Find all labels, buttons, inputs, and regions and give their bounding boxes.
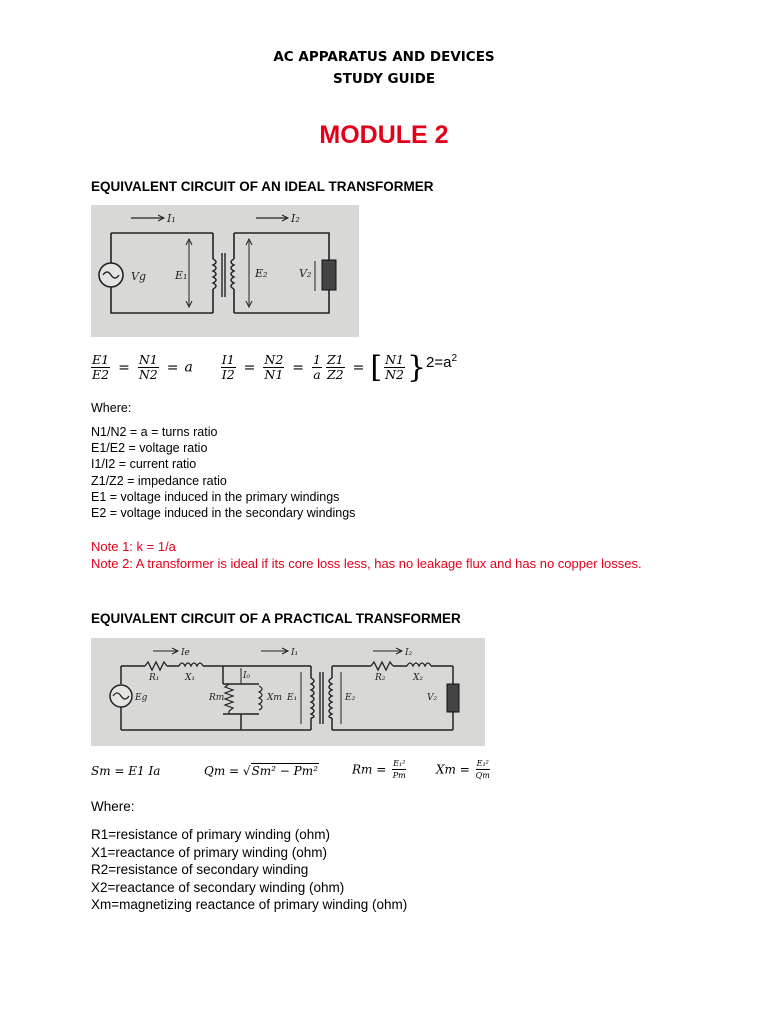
ideal-transformer-figure (91, 205, 359, 337)
definition-item: X1=reactance of primary winding (ohm) (91, 844, 327, 860)
rm-den: Pm (392, 771, 406, 780)
where-label-2: Where: (91, 799, 135, 814)
rm-equation (352, 758, 408, 781)
label-i2: I₂ (405, 648, 413, 658)
xm-lhs: Xm = (436, 762, 470, 777)
eq-f3-num: I1 (221, 352, 235, 367)
eq-tail: 2=a (426, 353, 452, 371)
definition-item: Z1/Z2 = impedance ratio (91, 473, 227, 488)
note-2: Note 2: A transformer is ideal if its core loss less, has no leakage flux and has no copper losses. (91, 556, 642, 571)
eq-f6-den: Z2 (326, 367, 344, 382)
note-1: Note 1: k = 1/a (91, 539, 176, 554)
qm-radicand: Sm² − Pm² (251, 764, 318, 778)
qm-equation: Qm = √Sm² − Pm² (204, 764, 318, 778)
definition-item: I1/I2 = current ratio (91, 457, 197, 472)
qm-lhs: Qm = (204, 764, 243, 778)
label-e2: E₂ (255, 267, 268, 280)
eq-f4-den: N1 (264, 367, 284, 382)
label-rm: Rm (209, 693, 225, 703)
xm-num: E₁² (476, 759, 489, 768)
rm-lhs: Rm = (352, 762, 387, 777)
definition-item: R1=resistance of primary winding (ohm) (91, 827, 330, 842)
rm-num: E₁² (393, 759, 406, 768)
eq-f6-num: Z1 (326, 352, 344, 367)
ideal-ratio-equation: $\frac{E1}{E2}$ = $\frac{N1}{N2}$ = a $\frac{I1}{I2}$ = $\frac{N2}{N1}$ = $\frac{1}{a}$ $\frac{Z1}{Z2}$ = [ $\frac{N1}{N2}$ }$2=a^2$ (92, 350, 458, 385)
eq-f4-num: N2 (264, 352, 284, 367)
doc-header-line1: AC APPARATUS AND DEVICES (273, 49, 495, 65)
label-e1: E₁ (175, 269, 188, 282)
definition-item: N1/N2 = a = turns ratio (91, 425, 218, 439)
label-v2: V₂ (427, 693, 438, 703)
label-x1: X₁ (185, 673, 196, 683)
label-eg: Eg (135, 693, 148, 703)
practical-definitions-list (91, 826, 407, 914)
label-v2: V₂ (299, 267, 312, 280)
label-r2: R₂ (375, 673, 386, 683)
label-vg: Vg (131, 270, 146, 283)
section-title-practical: EQUIVALENT CIRCUIT OF A PRACTICAL TRANSFORMER (91, 611, 461, 626)
label-xm: Xm (267, 693, 282, 703)
eq-a: a (184, 359, 193, 376)
where-label-1: Where: (91, 401, 132, 415)
eq-f7-den: N2 (385, 367, 404, 382)
label-i2: I₂ (291, 212, 300, 225)
definition-item: R2=resistance of secondary winding (91, 862, 309, 877)
definition-item: E1 = voltage induced in the primary windings (91, 489, 340, 504)
eq-f5-num: 1 (313, 352, 321, 367)
section-title-ideal: EQUIVALENT CIRCUIT OF AN IDEAL TRANSFORMER (91, 179, 434, 194)
eq-f1-num: E1 (92, 352, 110, 367)
definition-item: Xm=magnetizing reactance of primary winding (ohm) (91, 897, 408, 912)
ideal-definitions-list (91, 424, 355, 521)
eq-f7-num: N1 (385, 352, 404, 367)
module-title: MODULE 2 (319, 121, 449, 149)
eq-f5-den: a (313, 367, 321, 382)
ideal-transformer-circuit (91, 205, 359, 337)
sm-equation: Sm = E1 Ia (91, 764, 161, 778)
label-i1: I₁ (291, 648, 299, 658)
label-x2: X₂ (413, 673, 424, 683)
eq-f3-den: I2 (221, 367, 235, 382)
doc-header-line2: STUDY GUIDE (332, 71, 436, 87)
eq-f2-den: N2 (138, 367, 158, 382)
label-e1: E₁ (287, 693, 298, 703)
label-r1: R₁ (149, 673, 160, 683)
label-i1: I₁ (167, 212, 176, 225)
label-e2: E₂ (345, 693, 356, 703)
label-io: I₀ (243, 671, 251, 681)
definition-item: E1/E2 = voltage ratio (91, 441, 208, 456)
label-ie: Ie (181, 648, 190, 658)
xm-equation (436, 758, 492, 781)
eq-tail-sup: 2 (451, 352, 458, 364)
practical-transformer-figure (91, 638, 485, 746)
xm-den: Qm (475, 771, 490, 780)
eq-f2-num: N1 (138, 352, 158, 367)
definition-item: X2=reactance of secondary winding (ohm) (91, 879, 345, 895)
definition-item: E2 = voltage induced in the secondary windings (91, 506, 356, 521)
eq-f1-den: E2 (92, 367, 110, 382)
practical-transformer-circuit (91, 638, 485, 746)
